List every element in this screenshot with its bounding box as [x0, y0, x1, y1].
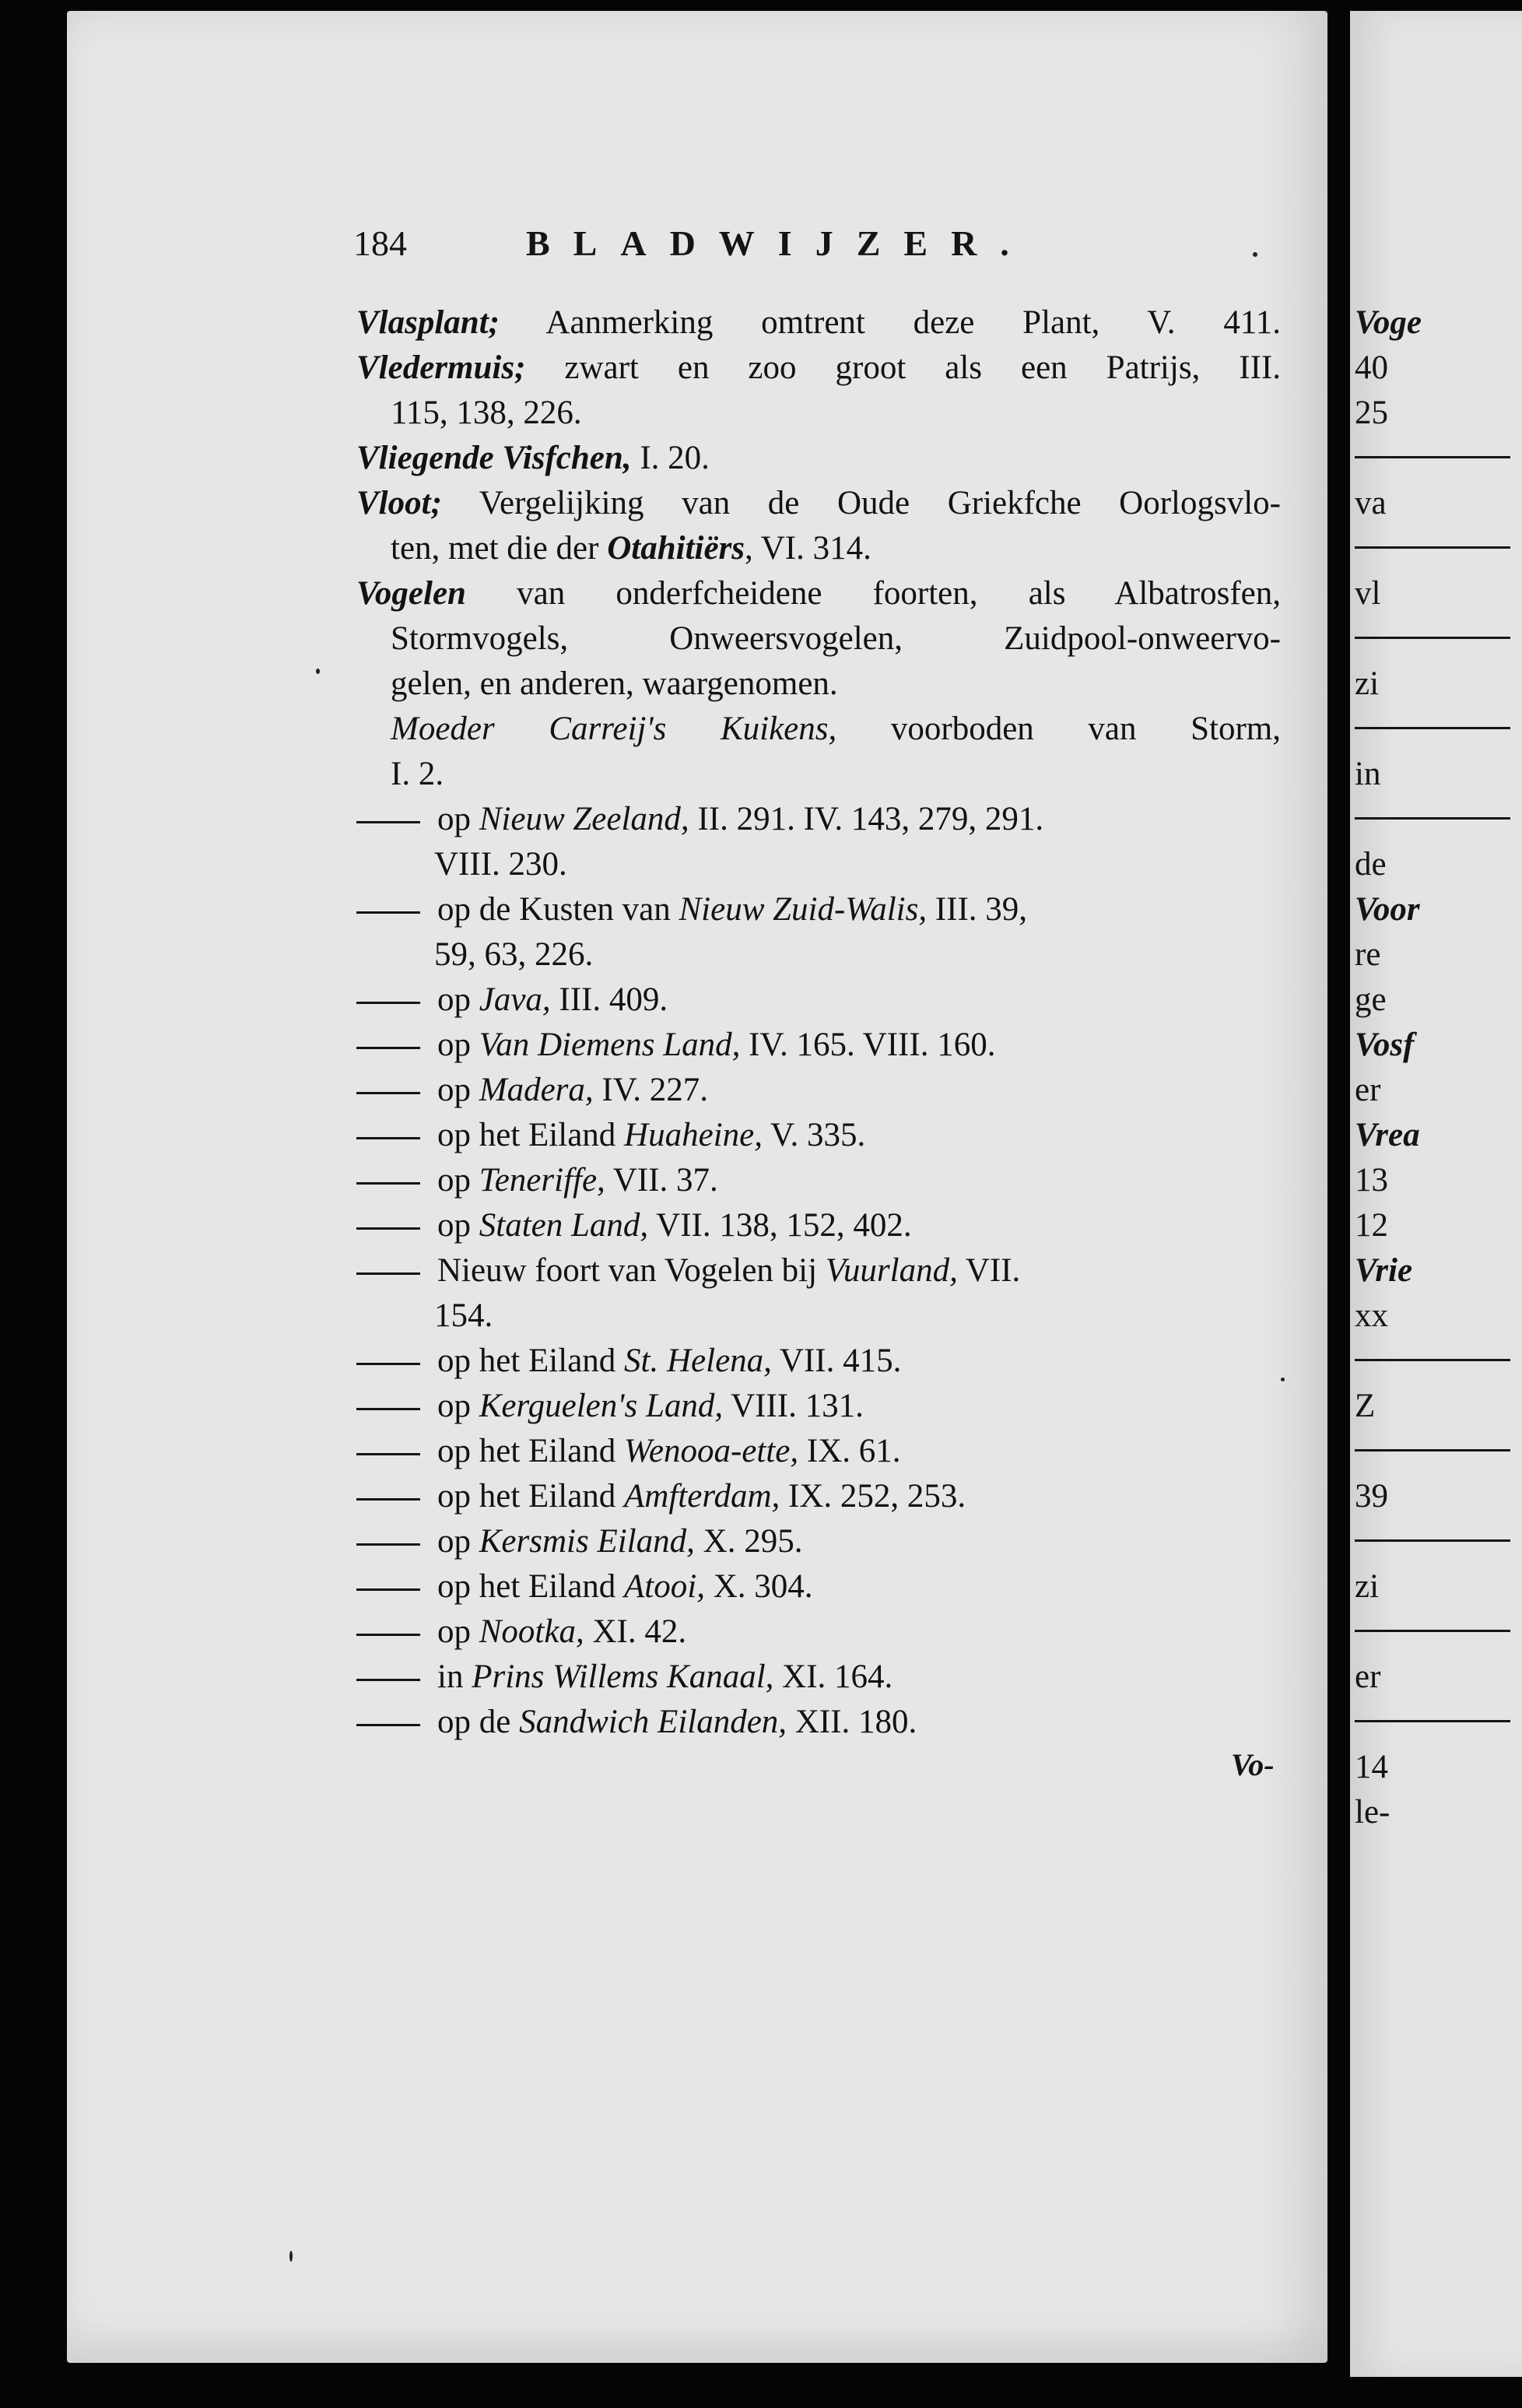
entry-line: I. 2. — [391, 756, 444, 792]
moeder-entry — [356, 707, 1281, 797]
right-page-fragment: er — [1355, 1072, 1381, 1108]
index-entry — [356, 571, 1281, 707]
sub-entry-line — [356, 1068, 1281, 1113]
repeat-dash — [356, 1363, 420, 1365]
sub-entry-list — [356, 797, 1281, 1745]
right-page-fragment: in — [1355, 756, 1381, 792]
repeat-dash — [356, 1588, 420, 1591]
repeat-dash — [356, 1092, 420, 1094]
repeat-dash — [356, 1002, 420, 1004]
repeat-dash — [356, 821, 420, 823]
catchword: Vo- — [1231, 1747, 1275, 1782]
ink-speck — [289, 2251, 293, 2262]
right-page-fragment: le- — [1355, 1794, 1390, 1831]
sub-entry-prefix: op — [437, 1162, 471, 1199]
right-page-fragment: Vosf — [1355, 1027, 1415, 1063]
sub-entry-place: Amfterdam, — [624, 1478, 780, 1515]
sub-entry-place: Van Diemens Land, — [479, 1027, 741, 1063]
sub-entry-line — [356, 1384, 1281, 1429]
repeat-dash — [356, 1137, 420, 1139]
entry-headword: Vliegende Visfchen, — [356, 440, 632, 476]
entry-headword: Vledermuis; — [356, 349, 526, 386]
sub-entry-line — [356, 887, 1281, 932]
sub-entry — [356, 1384, 1281, 1429]
right-page-fragment: 40 — [1355, 349, 1388, 386]
sub-entry-prefix: op het Eiland — [437, 1343, 616, 1379]
entry-text: zwart en zoo groot als een Patrijs, III. — [564, 349, 1281, 386]
sub-entry — [356, 1023, 1281, 1068]
sub-entry-place: Huaheine, — [624, 1117, 763, 1153]
sub-entry-place: St. Helena, — [624, 1343, 772, 1379]
repeat-dash — [356, 1047, 420, 1049]
entry-text: voorboden van Storm, — [890, 711, 1282, 747]
sub-entry-prefix: op — [437, 1523, 471, 1560]
right-page-fragment: ge — [1355, 981, 1387, 1018]
ink-speck — [1281, 1378, 1285, 1381]
sub-entry — [356, 1248, 1281, 1339]
entry-headword: Vlasplant; — [356, 304, 500, 341]
entry-text: Aanmerking omtrent deze Plant, V. 411. — [545, 304, 1281, 341]
right-page-fragment: Voor — [1355, 891, 1420, 928]
sub-entry — [356, 887, 1281, 978]
sub-entry-place: Teneriffe, — [479, 1162, 605, 1199]
entry-line: gelen, en anderen, waargenomen. — [391, 665, 838, 702]
sub-entry-line — [356, 1203, 1281, 1248]
repeat-dash — [356, 1634, 420, 1636]
sub-entry-line — [356, 1700, 1281, 1745]
repeat-dash — [356, 1408, 420, 1410]
sub-entry-prefix: op het Eiland — [437, 1117, 616, 1153]
sub-entry-refs: IX. 61. — [806, 1433, 901, 1469]
entry-line: 115, 138, 226. — [391, 395, 582, 431]
repeat-dash — [1355, 1720, 1510, 1745]
sub-entry-place: Kerguelen's Land, — [479, 1388, 724, 1424]
sub-entry — [356, 1429, 1281, 1474]
sub-entry-refs: VIII. 131. — [731, 1388, 864, 1424]
sub-entry-line — [356, 1474, 1281, 1519]
sub-entry-line — [356, 1609, 1281, 1655]
sub-entry-place: Nootka, — [479, 1613, 584, 1650]
sub-entry-refs: IX. 252, 253. — [788, 1478, 966, 1515]
sub-entry-refs: X. 304. — [713, 1568, 813, 1605]
entry-refs: , VI. 314. — [745, 530, 871, 567]
page-number: 184 — [353, 223, 407, 263]
sub-entry-refs: III. 39, — [935, 891, 1028, 928]
sub-entry-place: Madera, — [479, 1072, 594, 1108]
sub-entry-line — [356, 978, 1281, 1023]
sub-entry-refs: XI. 42. — [592, 1613, 687, 1650]
sub-entry — [356, 1564, 1281, 1609]
entry-text: Vergelijking van de Oude Griekfche Oorlogsvlo- — [479, 485, 1282, 521]
right-page-fragment: de — [1355, 846, 1387, 883]
sub-entry-prefix: op — [437, 1207, 471, 1244]
sub-entry — [356, 1203, 1281, 1248]
sub-entry-refs: VII. 138, 152, 402. — [656, 1207, 912, 1244]
repeat-dash — [356, 1679, 420, 1681]
sub-entry-place: Nieuw Zeeland, — [479, 801, 689, 837]
sub-entry-prefix: op de — [437, 1704, 511, 1740]
sub-entry-line — [356, 1023, 1281, 1068]
sub-entry-prefix: op het Eiland — [437, 1478, 616, 1515]
repeat-dash — [356, 1272, 420, 1275]
right-page-fragment: Voge — [1355, 304, 1422, 341]
entry-text: van onderfcheidene foorten, als Albatrosfen, — [517, 575, 1282, 612]
index-entry — [356, 436, 1281, 481]
sub-entry-prefix: op het Eiland — [437, 1433, 616, 1469]
sub-entry — [356, 1609, 1281, 1655]
sub-entry-line — [356, 1564, 1281, 1609]
repeat-dash — [1355, 1449, 1510, 1474]
repeat-dash — [356, 1453, 420, 1455]
entry-line — [356, 571, 1281, 616]
repeat-dash — [1355, 637, 1510, 662]
repeat-dash — [356, 911, 420, 914]
sub-entry-refs: XI. 164. — [782, 1659, 893, 1695]
sub-entry — [356, 1700, 1281, 1745]
entry-text: ten, met die der — [391, 530, 599, 567]
right-page-fragment: Vrie — [1355, 1252, 1413, 1289]
repeat-dash — [1355, 456, 1510, 481]
sub-entry-prefix: op — [437, 1027, 471, 1063]
entry-place: Otahitiërs — [607, 530, 745, 567]
sub-entry-refs: V. 335. — [770, 1117, 866, 1153]
right-page-fragment: 14 — [1355, 1749, 1388, 1785]
sub-entry — [356, 797, 1281, 887]
sub-entry-refs: III. 409. — [559, 981, 668, 1018]
sub-entry-line — [356, 1113, 1281, 1158]
right-page-fragment: er — [1355, 1659, 1381, 1695]
sub-entry — [356, 1113, 1281, 1158]
entry-headword: Vogelen — [356, 575, 466, 612]
ink-speck — [316, 669, 320, 674]
sub-entry-prefix: op — [437, 1388, 471, 1424]
right-page-fragment: vl — [1355, 575, 1381, 612]
repeat-dash — [356, 1182, 420, 1185]
sub-entry-line — [356, 1158, 1281, 1203]
repeat-dash — [1355, 1539, 1510, 1564]
sub-entry-place: Wenooa-ette, — [624, 1433, 799, 1469]
entry-line — [356, 436, 1281, 481]
sub-entry-refs: VII. 415. — [779, 1343, 902, 1379]
sub-entry-line — [356, 797, 1281, 842]
right-page-fragment: xx — [1355, 1297, 1388, 1334]
page-header — [67, 223, 1327, 269]
sub-entry-continuation: 59, 63, 226. — [434, 936, 594, 973]
index-entries — [356, 300, 1281, 1745]
left-page — [67, 11, 1327, 2363]
sub-entry-line — [356, 1339, 1281, 1384]
index-entry — [356, 300, 1281, 346]
entry-line — [356, 707, 1281, 752]
index-entry — [356, 346, 1281, 436]
sub-entry-line — [356, 1429, 1281, 1474]
running-title: BLADWIJZER. — [526, 223, 1033, 263]
sub-entry-prefix: in — [437, 1659, 464, 1695]
repeat-dash — [356, 1227, 420, 1230]
entry-headword: Vloot; — [356, 485, 442, 521]
sub-entry-prefix: op — [437, 1072, 471, 1108]
sub-entry-refs: VII. — [965, 1252, 1021, 1289]
sub-entry-prefix: op — [437, 1613, 471, 1650]
entry-line — [356, 526, 1281, 571]
sub-entry-line — [356, 1655, 1281, 1700]
sub-entry-refs: X. 295. — [703, 1523, 803, 1560]
sub-entry — [356, 1158, 1281, 1203]
right-page-fragment: Vrea — [1355, 1117, 1420, 1153]
sub-entry — [356, 1339, 1281, 1384]
repeat-dash — [1355, 546, 1510, 571]
right-page-fragment: 13 — [1355, 1162, 1388, 1199]
sub-entry-place: Staten Land, — [479, 1207, 649, 1244]
sub-entry-prefix: op het Eiland — [437, 1568, 616, 1605]
entry-line — [356, 300, 1281, 346]
right-page-fragment: 12 — [1355, 1207, 1388, 1244]
sub-entry — [356, 1519, 1281, 1564]
repeat-dash — [356, 1543, 420, 1546]
right-page-fragment: va — [1355, 485, 1387, 521]
right-page-fragment: 39 — [1355, 1478, 1388, 1515]
right-page-fragment: zi — [1355, 1568, 1380, 1605]
sub-entry-place: Java, — [479, 981, 551, 1018]
sub-entry — [356, 1474, 1281, 1519]
sub-entry-place: Vuurland, — [825, 1252, 958, 1289]
sub-entry-refs: XII. 180. — [794, 1704, 917, 1740]
sub-entry-prefix: Nieuw foort van Vogelen bij — [437, 1252, 818, 1289]
right-page-edge — [1350, 11, 1522, 2377]
sub-entry-line — [356, 1519, 1281, 1564]
ink-speck — [1253, 252, 1257, 257]
sub-entry-place: Nieuw Zuid-Walis, — [679, 891, 928, 928]
sub-entry-prefix: op de Kusten van — [437, 891, 671, 928]
sub-entry-prefix: op — [437, 981, 471, 1018]
repeat-dash — [356, 1498, 420, 1501]
right-page-fragment: re — [1355, 936, 1381, 973]
entry-text: I. 20. — [640, 440, 710, 476]
entry-line — [356, 481, 1281, 526]
entry-line: Stormvogels, Onweersvogelen, Zuidpool-onweervo- — [391, 620, 1281, 657]
sub-entry-place: Atooi, — [624, 1568, 705, 1605]
sub-entry — [356, 1655, 1281, 1700]
repeat-dash — [1355, 727, 1510, 752]
sub-entry-place: Sandwich Eilanden, — [519, 1704, 787, 1740]
sub-entry-place: Kersmis Eiland, — [479, 1523, 695, 1560]
sub-entry-continuation: VIII. 230. — [434, 846, 567, 883]
sub-entry — [356, 978, 1281, 1023]
entry-place: Moeder Carreij's Kuikens, — [391, 711, 837, 747]
entry-line — [356, 346, 1281, 391]
right-page-fragment: zi — [1355, 665, 1380, 702]
repeat-dash — [1355, 1359, 1510, 1384]
repeat-dash — [1355, 817, 1510, 842]
sub-entry-refs: IV. 165. VIII. 160. — [749, 1027, 996, 1063]
sub-entry-prefix: op — [437, 801, 471, 837]
index-entry — [356, 481, 1281, 571]
right-page-fragments — [1355, 300, 1522, 1835]
right-page-fragment: Z — [1355, 1388, 1376, 1424]
repeat-dash — [1355, 1630, 1510, 1655]
sub-entry-place: Prins Willems Kanaal, — [472, 1659, 774, 1695]
sub-entry-continuation: 154. — [434, 1297, 493, 1334]
sub-entry-line — [356, 1248, 1281, 1294]
sub-entry-refs: IV. 227. — [601, 1072, 708, 1108]
sub-entry-refs: II. 291. IV. 143, 279, 291. — [697, 801, 1044, 837]
sub-entry — [356, 1068, 1281, 1113]
repeat-dash — [356, 1724, 420, 1726]
right-page-fragment: 25 — [1355, 395, 1388, 431]
sub-entry-refs: VII. 37. — [612, 1162, 718, 1199]
